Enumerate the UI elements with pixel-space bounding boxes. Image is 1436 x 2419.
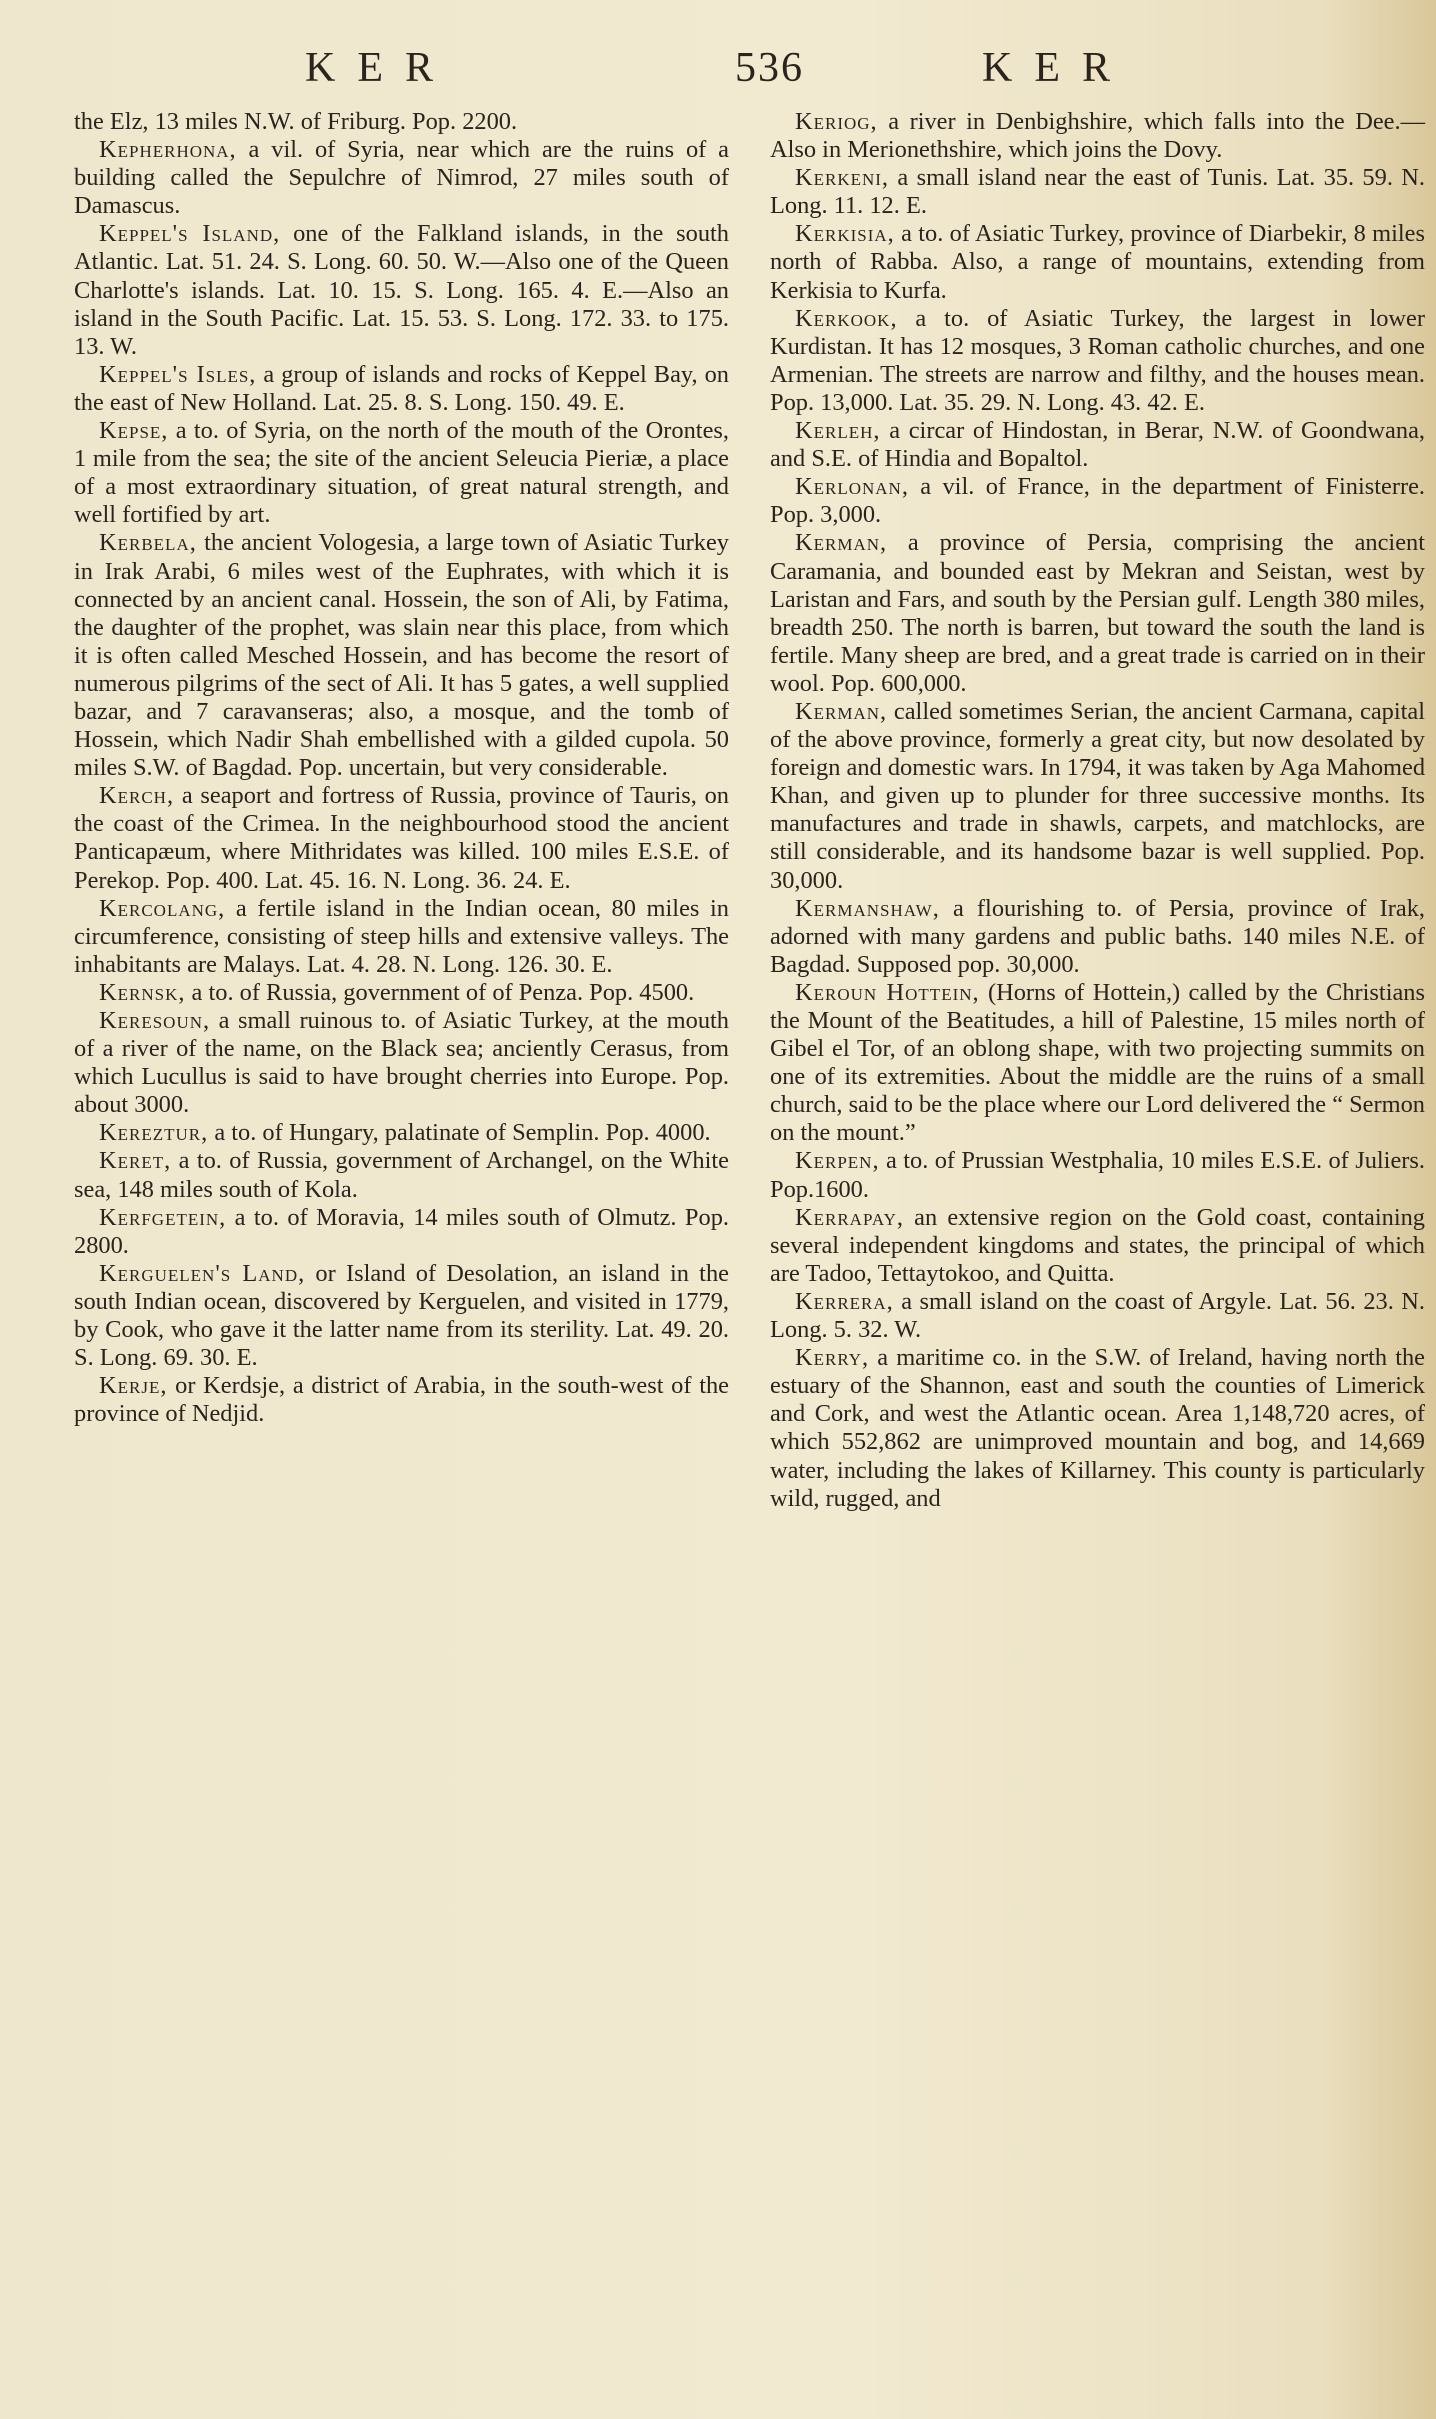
entry-text: a to. of Prussian Westphalia, 10 miles E.S.E. of Juliers. Pop.1600. bbox=[770, 1147, 1425, 1203]
entry-text: a small ruinous to. of Asiatic Turkey, at the mouth of a river of the name, on the Black sea; anciently Cerasus, from which Lucullus is said to have brought cherries into Europe. Pop. about 3000. bbox=[74, 1007, 729, 1119]
entry-headword: Kerch, bbox=[99, 782, 175, 810]
gazetteer-entry bbox=[74, 1260, 729, 1372]
entry-headword: Kerje, bbox=[99, 1372, 168, 1400]
entry-text: (Horns of Hottein,) called by the Christians the Mount of the Beatitudes, a hill of Palestine, 15 miles north of Gibel el Tor, of an oblong shape, with two projecting summits on one of its extremities. About the middle are the ruins of a small church, said to be the place where our Lord delivered the “ Sermon on the mount.” bbox=[770, 978, 1425, 1147]
entry-text: a small island on the coast of Argyle. Lat. 56. 23. N. Long. 5. 32. W. bbox=[770, 1287, 1425, 1344]
gazetteer-entry bbox=[770, 1288, 1425, 1344]
entry-text: a fertile island in the Indian ocean, 80 miles in circumference, consisting of steep hills and extensive valleys. The inhabitants are Malays. Lat. 4. 28. N. Long. 126. 30. E. bbox=[74, 894, 729, 978]
entry-headword: Kerfgetein, bbox=[99, 1203, 227, 1231]
entry-headword: Kereztur, bbox=[99, 1119, 209, 1147]
gazetteer-entry bbox=[74, 1007, 729, 1119]
entry-headword: Kerguelen's Land, bbox=[99, 1259, 306, 1287]
gazetteer-entry bbox=[770, 164, 1425, 220]
left-column bbox=[74, 108, 729, 1428]
entry-headword: Keppel's Isles, bbox=[99, 360, 257, 388]
entry-headword: Kerry, bbox=[795, 1344, 870, 1372]
entry-headword: Kermanshaw, bbox=[795, 894, 940, 922]
gazetteer-entry bbox=[770, 529, 1425, 698]
entry-text: a to. of Syria, on the north of the mouth of the Orontes, 1 mile from the sea; the site of the ancient Seleucia Pieriæ, a place of a most extraordinary situation, of great natural strength, and well fortified by art. bbox=[74, 417, 729, 529]
gazetteer-entry bbox=[74, 1204, 729, 1260]
entry-headword: Kerlonan, bbox=[795, 473, 909, 501]
gazetteer-entry bbox=[74, 361, 729, 417]
gazetteer-entry bbox=[770, 417, 1425, 473]
gazetteer-entry bbox=[74, 529, 729, 782]
gazetteer-entry bbox=[74, 1119, 729, 1147]
gazetteer-entry bbox=[74, 136, 729, 220]
entry-headword: Kernsk, bbox=[99, 978, 186, 1006]
entry-headword: Kerkisia, bbox=[795, 220, 895, 248]
page-number: 536 bbox=[735, 45, 804, 91]
entry-text: a seaport and fortress of Russia, province of Tauris, on the coast of the Crimea. In the neighbourhood stood the ancient Panticapæum, where Mithridates was killed. 100 miles E.S.E. of Perekop. Pop. 400. Lat. 45. 16. N. Long. 36. 24. E. bbox=[74, 782, 729, 894]
entry-headword: Keresoun, bbox=[99, 1007, 211, 1034]
entry-headword: Kepherhona, bbox=[99, 136, 237, 164]
entry-headword: Kerleh, bbox=[795, 417, 881, 445]
entry-text: the ancient Vologesia, a large town of Asiatic Turkey in Irak Arabi, 6 miles west of the Euphrates, with which it is connected by an ancient canal. Hossein, the son of Ali, by Fatima, the daughter of the prophet, was slain near this place, from which it is often called Mesched Hossein, and has become the resort of numerous pilgrims of the sect of Ali. It has 5 gates, a well supplied bazar, and 7 caravanseras; also, a mosque, and the tomb of Hossein, which Nadir Shah embellished with a gilded cupola. 50 miles S.W. of Bagdad. Pop. uncertain, but very considerable. bbox=[74, 529, 729, 782]
entry-text: or Island of Desolation, an island in the south Indian ocean, discovered by Kerguelen, and visited in 1779, by Cook, who gave it the latter name from its sterility. Lat. 49. 20. S. Long. 69. 30. E. bbox=[74, 1259, 729, 1372]
entry-text: a vil. of Syria, near which are the ruins of a building called the Sepulchre of Nimrod, 27 miles south of Damascus. bbox=[74, 136, 729, 220]
entry-text: a flourishing to. of Persia, province of Irak, adorned with many gardens and public baths. 140 miles N.E. of Bagdad. Supposed pop. 30,000. bbox=[770, 894, 1425, 978]
entry-headword: Kerrera, bbox=[795, 1287, 894, 1315]
entry-headword: Kerkook, bbox=[795, 304, 898, 332]
gazetteer-entry bbox=[770, 305, 1425, 417]
entry-headword: Kerman, bbox=[795, 697, 888, 725]
gazetteer-entry bbox=[770, 1204, 1425, 1288]
gazetteer-entry bbox=[770, 979, 1425, 1148]
entry-text: a small island near the east of Tunis. Lat. 35. 59. N. Long. 11. 12. E. bbox=[770, 164, 1425, 220]
entry-text: one of the Falkland islands, in the south Atlantic. Lat. 51. 24. S. Long. 60. 50. W.—Also one of the Queen Charlotte's islands. Lat. 10. 15. S. Long. 165. 4. E.—Also an island in the South Pacific. Lat. 15. 53. S. Long. 172. 33. to 175. 13. W. bbox=[74, 220, 729, 360]
gazetteer-entry bbox=[770, 220, 1425, 304]
entry-text: a group of islands and rocks of Keppel Bay, on the east of New Holland. Lat. 25. 8. S. Long. 150. 49. E. bbox=[74, 360, 729, 416]
entry-text: or Kerdsje, a district of Arabia, in the south-west of the province of Nedjid. bbox=[74, 1372, 729, 1428]
entry-headword: Kerman, bbox=[795, 529, 888, 557]
gazetteer-entry bbox=[74, 108, 729, 136]
gazetteer-entry bbox=[74, 1147, 729, 1203]
entry-text: a maritime co. in the S.W. of Ireland, having north the estuary of the Shannon, east and south the counties of Limerick and Cork, and west the Atlantic ocean. Area 1,148,720 acres, of which 552,862 are unimproved mountain and bog, and 14,669 water, including the lakes of Killarney. This county is particularly wild, rugged, and bbox=[770, 1344, 1425, 1512]
entry-text: a to. of Asiatic Turkey, the largest in lower Kurdistan. It has 12 mosques, 3 Roman catholic churches, and one Armenian. The streets are narrow and filthy, and the houses mean. Pop. 13,000. Lat. 35. 29. N. Long. 43. 42. E. bbox=[770, 304, 1425, 416]
entry-text: a to. of Russia, government of Archangel, on the White sea, 148 miles south of Kola. bbox=[74, 1147, 729, 1203]
entry-text: a to. of Asiatic Turkey, province of Diarbekir, 8 miles north of Rabba. Also, a range of mountains, extending from Kerkisia to Kurfa. bbox=[770, 220, 1425, 304]
gazetteer-entry bbox=[74, 782, 729, 894]
entry-headword: Keriog, bbox=[795, 108, 878, 135]
gazetteer-entry bbox=[770, 1344, 1425, 1513]
entry-text: a province of Persia, comprising the ancient Caramania, and bounded east by Mekran and Seistan, west by Laristan and Fars, and south by the Persian gulf. Length 380 miles, breadth 250. The north is barren, but toward the south the land is fertile. Many sheep are bred, and a great trade is carried on in their wool. Pop. 600,000. bbox=[770, 529, 1425, 697]
entry-headword: Keppel's Island, bbox=[99, 220, 281, 248]
gazetteer-entry bbox=[74, 979, 729, 1007]
entry-text: the Elz, 13 miles N.W. of Friburg. Pop. 2200. bbox=[74, 108, 518, 135]
entry-headword: Kerpen, bbox=[795, 1147, 880, 1175]
entry-text: a to. of Moravia, 14 miles south of Olmutz. Pop. 2800. bbox=[74, 1203, 729, 1259]
gazetteer-entry bbox=[74, 417, 729, 529]
entry-text: a to. of Russia, government of of Penza. Pop. 4500. bbox=[185, 978, 695, 1006]
gazetteer-entry bbox=[770, 895, 1425, 979]
gazetteer-entry bbox=[74, 895, 729, 979]
right-column bbox=[770, 108, 1425, 1513]
entry-headword: Kerbela, bbox=[99, 529, 197, 557]
entry-text: a river in Denbighshire, which falls into the Dee.—Also in Merionethshire, which joins the Dovy. bbox=[770, 108, 1425, 164]
entry-text: a circar of Hindostan, in Berar, N.W. of Goondwana, and S.E. of Hindia and Bopaltol. bbox=[770, 417, 1425, 473]
entry-headword: Kercolang, bbox=[99, 894, 226, 922]
entry-headword: Kerkeni, bbox=[795, 164, 890, 192]
entry-headword: Keroun Hottein, bbox=[795, 978, 980, 1006]
entry-text: called sometimes Serian, the ancient Carmana, capital of the above province, formerly a great city, but now desolated by foreign and domestic wars. In 1794, it was taken by Aga Mahomed Khan, and given up to plunder for three successive months. Its manufactures and trade in shawls, carpets, and matchlocks, are still considerable, and its handsome bazar is well supplied. Pop. 30,000. bbox=[770, 697, 1426, 894]
entry-text: a to. of Hungary, palatinate of Semplin. Pop. 4000. bbox=[208, 1119, 711, 1147]
entry-text: an extensive region on the Gold coast, containing several independent kingdoms and states, the principal of which are Tadoo, Tettaytokoo, and Quitta. bbox=[770, 1203, 1425, 1287]
entry-headword: Kerrapay, bbox=[795, 1203, 904, 1231]
gazetteer-entry bbox=[770, 1147, 1425, 1203]
header-right-keyword: KER bbox=[982, 45, 1132, 91]
entry-headword: Kepse, bbox=[99, 417, 169, 445]
gazetteer-entry bbox=[74, 1372, 729, 1428]
header-left-keyword: KER bbox=[305, 45, 455, 91]
gazetteer-entry bbox=[770, 108, 1425, 164]
entry-headword: Keret, bbox=[99, 1147, 172, 1175]
gazetteer-entry bbox=[74, 220, 729, 360]
gazetteer-entry bbox=[770, 473, 1425, 529]
entry-text: a vil. of France, in the department of Finisterre. Pop. 3,000. bbox=[770, 473, 1425, 529]
running-header bbox=[0, 44, 1436, 104]
gazetteer-entry bbox=[770, 698, 1425, 895]
